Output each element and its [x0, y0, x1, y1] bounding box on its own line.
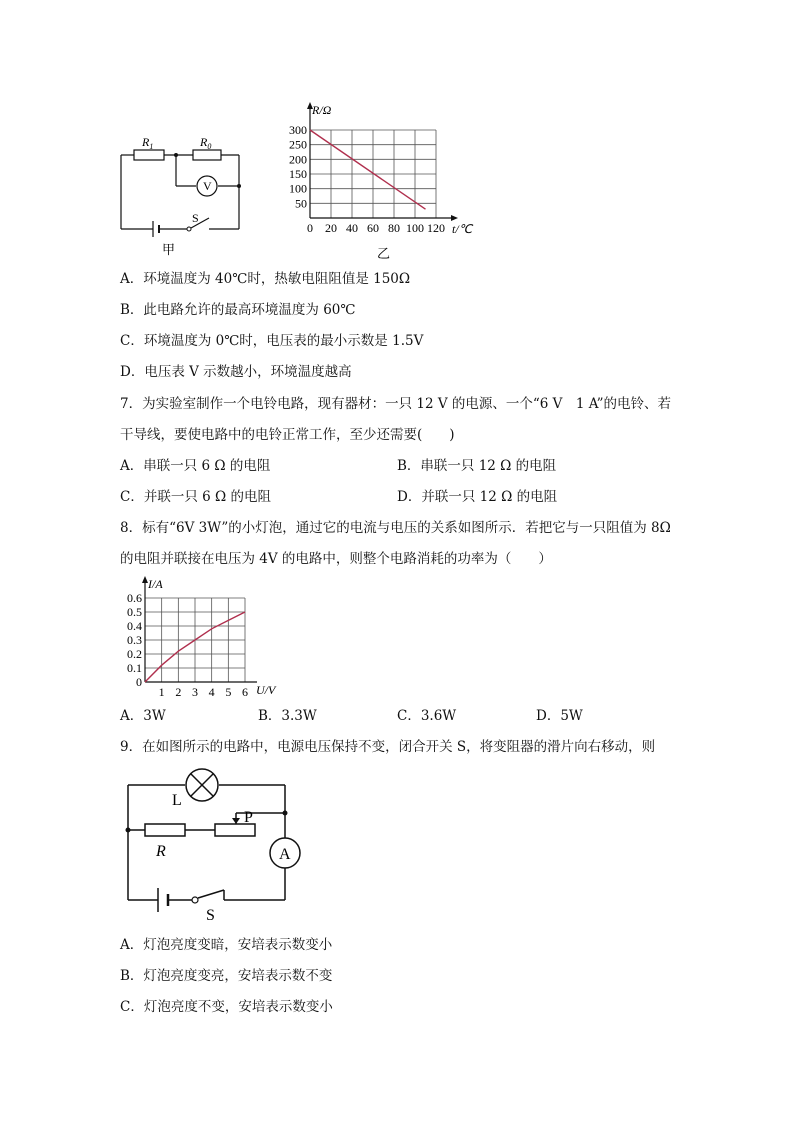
y-tick-label: 0.6 [127, 591, 142, 605]
resistor-label: R [156, 843, 166, 860]
q7-option-d: D．并联一只 12 Ω 的电阻 [397, 489, 558, 505]
q9-stem-line1: 9．在如图所示的电路中，电源电压保持不变，闭合开关 S，将变阻器的滑片向右移动，则 [120, 739, 656, 755]
q7-option-c: C．并联一只 6 Ω 的电阻 [120, 489, 271, 505]
q7-option-b: B．串联一只 12 Ω 的电阻 [397, 458, 557, 474]
y-tick-label: 0.1 [127, 661, 142, 675]
x-tick-label: 80 [388, 221, 400, 235]
figure-caption-yi: 乙 [377, 246, 391, 261]
r1-label: $R_1$ [142, 135, 154, 151]
y-tick-label: 0 [136, 675, 142, 689]
x-tick-label: 20 [325, 221, 337, 235]
y-tick-label: 0.5 [127, 605, 142, 619]
resistor-r1 [134, 150, 164, 160]
r-t-curve [310, 130, 426, 209]
y-tick-label: 0.4 [127, 619, 142, 633]
voltmeter-label: V [203, 179, 212, 193]
y-tick-label: 150 [289, 167, 307, 181]
y-axis-label: I/A [148, 577, 163, 591]
q7-stem-line2: 干导线，要使电路中的电铃正常工作，至少还需要( ) [120, 427, 455, 443]
q8-option-b: B．3.3W [258, 708, 317, 724]
q8-option-c: C．3.6W [397, 708, 457, 724]
y-tick-label: 100 [289, 181, 307, 196]
r0-label: $R_0$ [200, 135, 212, 151]
circuit-diagram-jia [112, 128, 252, 258]
x-tick-label: 60 [367, 221, 379, 235]
figure-caption-jia: 甲 [162, 242, 176, 257]
lamp [186, 769, 218, 801]
circuit-diagram-q9 [118, 768, 308, 923]
q9-option-c: C．灯泡亮度不变，安培表示数变小 [120, 999, 333, 1015]
q7-stem-line1: 7．为实验室制作一个电铃电路，现有器材：一只 12 V 的电源、一个“6 V 1 A”的电铃、若 [120, 396, 671, 412]
i-u-graph [112, 572, 292, 702]
slider-arrow [232, 818, 240, 824]
q9-option-b: B．灯泡亮度变亮，安培表示数不变 [120, 968, 333, 984]
x-tick-label: 120 [427, 221, 445, 235]
y-axis-label: R/Ω [312, 103, 332, 117]
x-tick-label: 0 [307, 221, 313, 235]
x-tick-label: 1 [158, 685, 165, 699]
x-tick-label: 4 [208, 685, 215, 699]
q6-option-d: D．电压表 V 示数越小，环境温度越高 [120, 364, 352, 380]
y-tick-label: 0.2 [127, 647, 142, 661]
x-axis-label: U/V [256, 683, 276, 697]
q8-stem-line2: 的电阻并联接在电压为 4V 的电路中，则整个电路消耗的功率为（ ） [120, 551, 552, 567]
x-tick-label: 6 [242, 685, 248, 699]
resistor-r0 [193, 150, 221, 160]
q8-option-a: A．3W [120, 708, 166, 724]
q7-option-a: A．串联一只 6 Ω 的电阻 [120, 458, 271, 474]
x-tick-label: 5 [225, 685, 232, 699]
q6-option-c: C．环境温度为 0℃时，电压表的最小示数是 1.5V [120, 333, 424, 349]
x-tick-label: 100 [406, 221, 424, 235]
slider-label: P [244, 809, 253, 826]
ammeter-label: A [279, 846, 291, 863]
lamp-label: L [172, 792, 182, 809]
switch-label: S [192, 211, 199, 225]
x-tick-label: 40 [346, 221, 358, 235]
q6-option-b: B．此电路允许的最高环境温度为 60℃ [120, 302, 356, 318]
y-tick-label: 250 [289, 137, 307, 152]
y-tick-label: 0.3 [127, 633, 142, 647]
x-tick-label: 3 [192, 685, 198, 699]
y-tick-label: 200 [289, 152, 307, 167]
r-t-graph [280, 98, 485, 263]
x-axis-label: t/℃ [452, 222, 473, 236]
q6-option-a: A．环境温度为 40℃时，热敏电阻阻值是 150Ω [120, 271, 411, 287]
x-tick-label: 2 [175, 685, 182, 699]
resistor-r [145, 824, 185, 836]
switch-blade [198, 890, 224, 898]
x-axis-arrow [451, 215, 458, 221]
y-tick-label: 300 [289, 123, 307, 137]
switch-label: S [206, 907, 215, 923]
y-tick-label: 50 [295, 196, 307, 211]
q8-option-d: D．5W [536, 708, 583, 724]
q9-option-a: A．灯泡亮度变暗，安培表示数变小 [120, 937, 333, 953]
q8-stem-line1: 8．标有“6V 3W”的小灯泡，通过它的电流与电压的关系如图所示．若把它与一只阻值为 8Ω [120, 520, 671, 536]
